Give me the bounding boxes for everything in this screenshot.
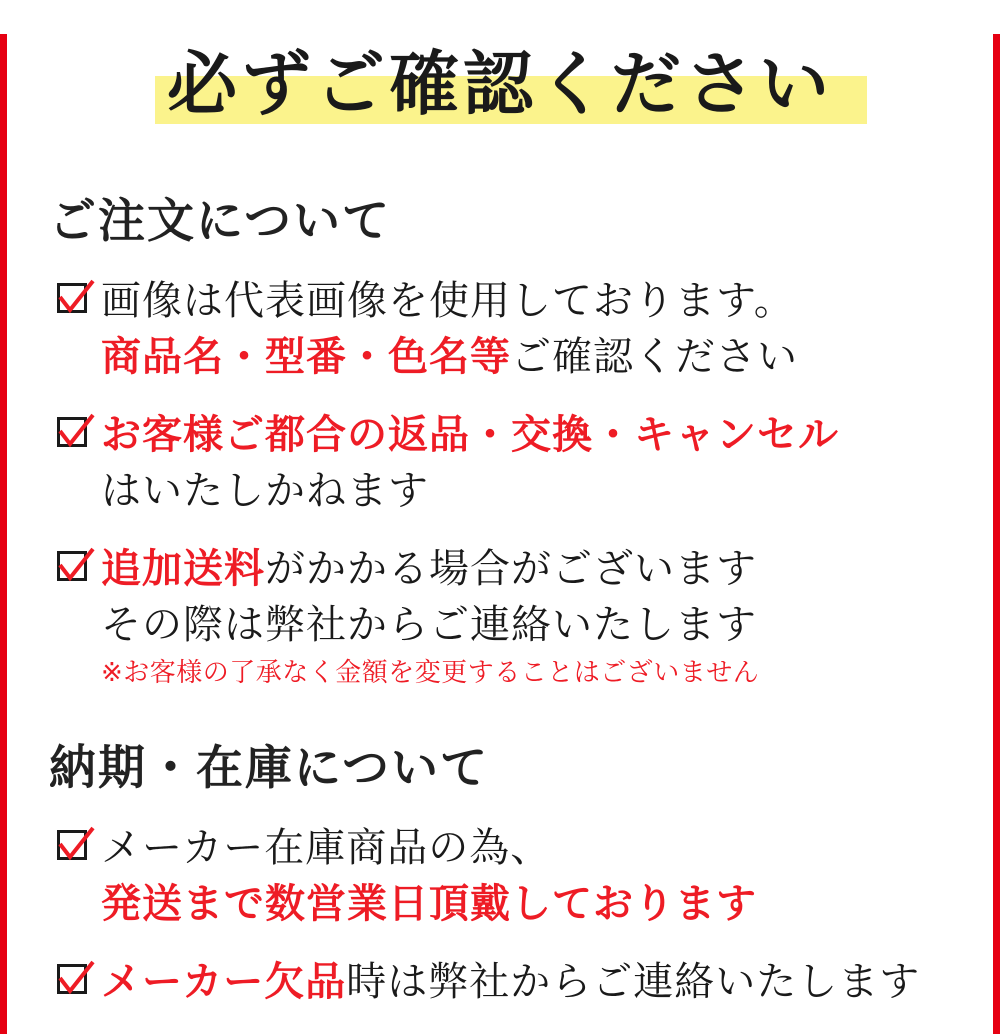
item-line: お客様ご都合の返品・交換・キャンセル — [101, 412, 839, 458]
item-line-black: ご確認ください — [511, 334, 798, 380]
item-line-red: 商品名・型番・色名等 — [101, 334, 511, 380]
item-line — [101, 541, 993, 597]
checkbox-checked-icon — [55, 413, 95, 453]
page-title: 必ずご確認ください — [167, 43, 833, 125]
item-line-black: 時は弊社からご連絡いたします — [346, 959, 921, 1005]
item-line: メーカー在庫商品の為、 — [101, 825, 552, 871]
item-note: ※お客様の了承なく金額を変更することはございません — [101, 658, 760, 688]
checkbox-checked-icon — [55, 547, 95, 587]
list-item — [55, 954, 993, 1010]
checkbox-checked-icon — [55, 826, 95, 866]
list-item — [55, 541, 993, 693]
list-item — [55, 820, 993, 932]
item-line: はいたしかねます — [101, 468, 429, 514]
item-line — [101, 954, 993, 1010]
item-line — [101, 329, 993, 385]
item-line-red: メーカー欠品 — [101, 959, 347, 1005]
notice-page — [0, 34, 1000, 1034]
item-line: 発送まで数営業日頂戴しております — [101, 881, 757, 927]
list-item — [55, 407, 993, 519]
item-line-black: がかかる場合がございます — [265, 546, 757, 592]
section-heading-orders: ご注文について — [49, 194, 392, 249]
item-line: 画像は代表画像を使用しております。 — [101, 278, 795, 324]
list-item — [55, 273, 993, 385]
section-heading-delivery: 納期・在庫について — [49, 741, 490, 796]
checkbox-checked-icon — [55, 960, 95, 1000]
item-line-red: 追加送料 — [101, 546, 265, 592]
checkbox-checked-icon — [55, 279, 95, 319]
page-title-block — [7, 34, 993, 134]
item-line: その際は弊社からご連絡いたします — [101, 602, 757, 648]
